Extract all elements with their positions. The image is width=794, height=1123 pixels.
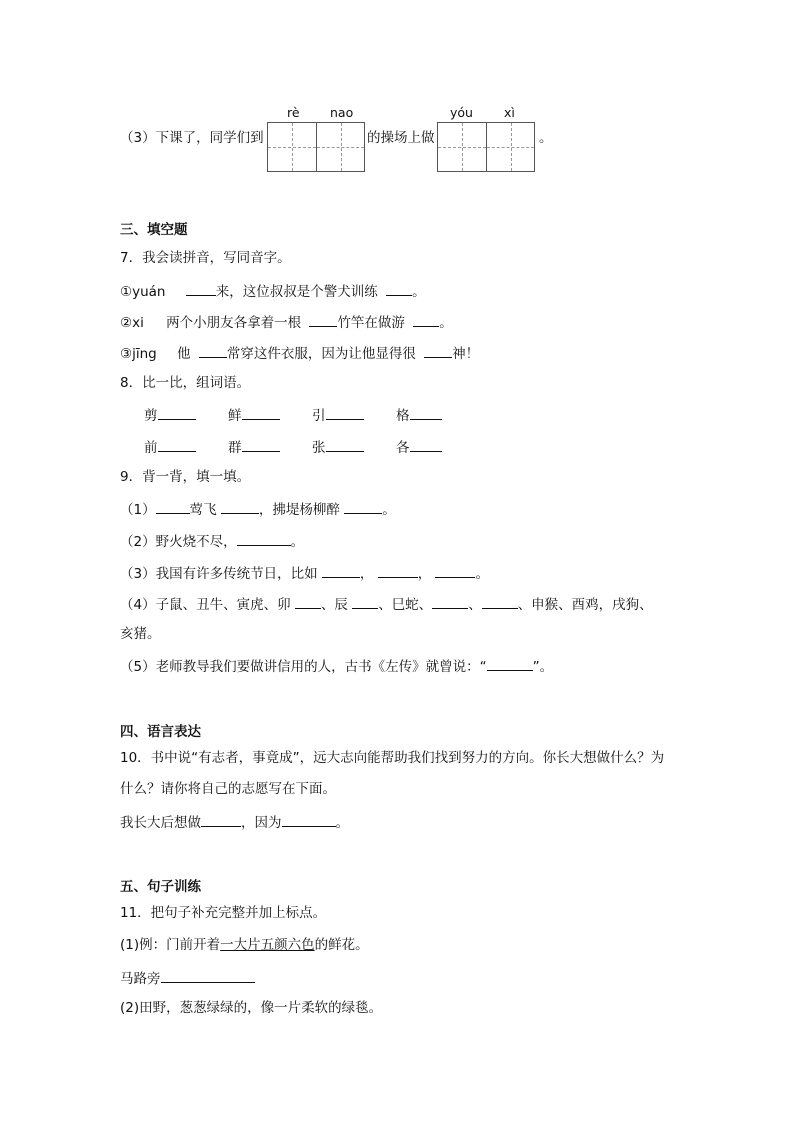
- q7-item2: [120, 311, 453, 333]
- q9-p1-label: （1）: [120, 502, 156, 518]
- answer-blank[interactable]: [352, 593, 378, 609]
- answer-blank[interactable]: [199, 342, 227, 358]
- tianzige-youxi[interactable]: [437, 122, 535, 172]
- q7-item1: [120, 280, 426, 302]
- q8-row1: [144, 404, 480, 426]
- q11-item2: (2)田野，葱葱绿绿的，像一片柔软的绿毯。: [120, 1000, 383, 1016]
- q7-item2-marker: ②xi: [120, 315, 144, 331]
- answer-blank[interactable]: [413, 311, 439, 327]
- q9-p1-text: 莺飞: [189, 502, 217, 518]
- q7-item3-marker: ③jīng: [120, 346, 157, 362]
- answer-blank[interactable]: [221, 498, 259, 514]
- pinyin-re: rè: [287, 105, 300, 120]
- q9-p2-end: 。: [290, 534, 305, 550]
- q10-text: 我长大后想做: [120, 815, 201, 831]
- q8-char: 鲜: [228, 408, 242, 424]
- q7-item2-text-a: 两个小朋友各拿着一根: [166, 315, 302, 331]
- q8-char: 引: [312, 408, 326, 424]
- answer-blank[interactable]: [487, 655, 533, 671]
- tianzige-cell[interactable]: [438, 123, 486, 171]
- q11-example-underlined: 一大片五颜六色: [220, 937, 315, 953]
- section3-heading: 三、填空题: [120, 222, 188, 238]
- q11-example-prefix: (1)例：门前开着: [120, 937, 221, 953]
- q9-p5-text: （5）老师教导我们要做讲信用的人，古书《左传》就曾说：“: [120, 659, 487, 675]
- section5-heading: 五、句子训练: [120, 879, 201, 895]
- q8-title: 8．比一比，组词语。: [120, 375, 251, 391]
- q9-p1-end: 。: [382, 502, 396, 518]
- answer-blank[interactable]: [326, 404, 364, 420]
- q6-3-line: [120, 128, 264, 148]
- answer-blank[interactable]: [424, 342, 452, 358]
- q10-line1: 10．书中说“有志者，事竟成”，远大志向能帮助我们找到努力的方向。你长大想做什么？为: [120, 750, 665, 766]
- q7-item3: [120, 342, 479, 364]
- answer-blank[interactable]: [432, 593, 468, 609]
- answer-blank[interactable]: [186, 280, 216, 296]
- section4-heading: 四、语言表达: [120, 724, 201, 740]
- q9-p3-sep: ，: [359, 566, 374, 582]
- answer-blank[interactable]: [410, 436, 442, 452]
- q10-text2: ，因为: [241, 815, 282, 831]
- q7-item2-text-b: 竹竿在做游: [337, 315, 405, 331]
- answer-blank[interactable]: [242, 436, 280, 452]
- q11-road-text: 马路旁: [120, 971, 161, 987]
- q9-p4-text5: 、申猴、酉鸡，戌狗、: [517, 597, 653, 613]
- tianzige-cell[interactable]: [486, 123, 534, 171]
- answer-blank[interactable]: [435, 562, 475, 578]
- q9-p3-sep: ，: [417, 566, 432, 582]
- answer-blank[interactable]: [156, 498, 190, 514]
- tianzige-cell[interactable]: [268, 123, 316, 171]
- answer-blank[interactable]: [158, 404, 196, 420]
- q7-item1-marker: ①yuán: [120, 284, 166, 300]
- q11-title: 11．把句子补充完整并加上标点。: [120, 905, 327, 921]
- q10-end: 。: [335, 815, 349, 831]
- answer-blank[interactable]: [482, 593, 518, 609]
- answer-blank[interactable]: [378, 562, 418, 578]
- q10-line2: 什么？请你将自己的志愿写在下面。: [120, 781, 336, 797]
- answer-blank[interactable]: [309, 311, 337, 327]
- q8-char: 前: [144, 440, 158, 456]
- q7-title: 7．我会读拼音，写同音字。: [120, 250, 291, 266]
- q7-item1-text: 来，这位叔叔是个警犬训练: [215, 284, 378, 300]
- q6-3-middle: 的操场上做: [367, 130, 435, 146]
- answer-blank[interactable]: [410, 404, 442, 420]
- pinyin-xi: xì: [504, 105, 515, 120]
- answer-blank[interactable]: [326, 436, 364, 452]
- q7-item3-end: 神！: [452, 346, 480, 362]
- q9-p3: [120, 562, 489, 584]
- q8-char: 格: [396, 408, 410, 424]
- answer-blank[interactable]: [158, 436, 196, 452]
- answer-blank[interactable]: [344, 498, 382, 514]
- answer-blank[interactable]: [237, 530, 291, 546]
- q9-p1: [120, 498, 396, 520]
- q9-p5-end: ”。: [532, 659, 554, 675]
- q8-char: 群: [228, 440, 242, 456]
- q9-p4: [120, 593, 653, 615]
- q7-item3-text-b: 常穿这件衣服，因为让他显得很: [226, 346, 416, 362]
- pinyin-you: yóu: [450, 105, 473, 120]
- q9-p4-line2: 亥猪。: [120, 626, 161, 642]
- answer-blank[interactable]: [282, 811, 336, 827]
- q9-p3-end: 。: [475, 566, 489, 582]
- pinyin-nao: nao: [330, 105, 354, 120]
- q8-char: 张: [312, 440, 326, 456]
- q9-p4-text: （4）子鼠、丑牛、寅虎、卯: [120, 597, 291, 613]
- q9-p2-text: （2）野火烧不尽，: [120, 534, 237, 550]
- q6-3-end: 。: [539, 130, 553, 146]
- q9-p2: [120, 530, 304, 552]
- q9-p5: [120, 655, 553, 677]
- q8-char: 各: [396, 440, 410, 456]
- q9-p4-text4: 、: [468, 597, 482, 613]
- q9-p4-text3: 、巳蛇、: [378, 597, 433, 613]
- answer-blank[interactable]: [295, 593, 321, 609]
- answer-blank[interactable]: [322, 562, 360, 578]
- q9-p4-text2: 、辰: [320, 597, 348, 613]
- q6-3-prefix: （3）下课了，同学们到: [120, 130, 264, 146]
- q11-road: [120, 967, 255, 989]
- q8-char: 剪: [144, 408, 158, 424]
- q9-p3-text: （3）我国有许多传统节日，比如: [120, 566, 318, 582]
- q7-item2-end: 。: [439, 315, 453, 331]
- tianzige-cell[interactable]: [316, 123, 364, 171]
- q7-item1-end: 。: [412, 284, 426, 300]
- answer-blank[interactable]: [386, 280, 412, 296]
- q11-example-suffix: 的鲜花。: [314, 937, 369, 953]
- q9-p1-text2: ，拂堤杨柳醉: [258, 502, 340, 518]
- answer-blank[interactable]: [161, 967, 255, 983]
- tianzige-renao[interactable]: [267, 122, 365, 172]
- q7-item3-text-a: 他: [177, 346, 191, 362]
- q11-example: [120, 935, 369, 955]
- q9-title: 9．背一背，填一填。: [120, 469, 251, 485]
- q10-line3: [120, 811, 349, 833]
- answer-blank[interactable]: [201, 811, 241, 827]
- q8-row2: [144, 436, 480, 458]
- answer-blank[interactable]: [242, 404, 280, 420]
